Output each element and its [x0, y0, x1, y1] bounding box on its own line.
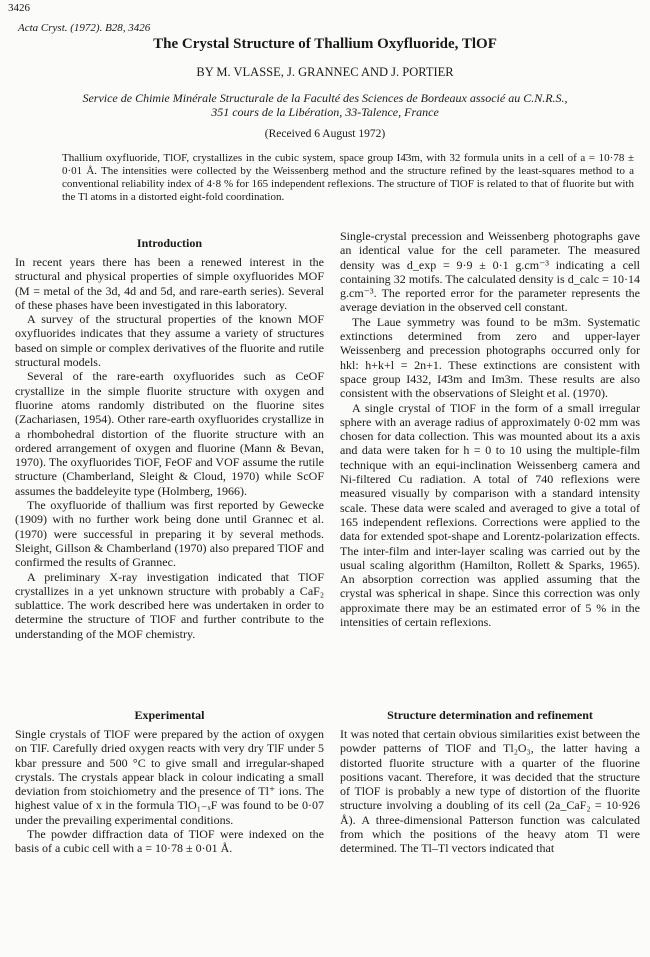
affiliation [0, 91, 650, 119]
introduction-paragraph: In recent years there has been a renewed interest in the structural and physical properties of simple oxyfluorides MOF (M = metal of the 3d, 4d and 5d, and rare-earth series). Several of these phases have been investigated in this laboratory. [15, 255, 324, 312]
introduction-body [15, 255, 324, 641]
introduction-paragraph: A preliminary X-ray investigation indicated that TlOF crystallizes in a yet unknown structure with probably a CaF₂ sublattice. The work described here was undertaken in order to determine the structure of TlOF and further contribute to the understanding of the MOF chemistry. [15, 569, 324, 641]
experimental-paragraph: Single crystals of TlOF were prepared by the action of oxygen on TlF. Carefully dried oxygen reacts with very dry TlF under 5 kbar pressure and 500 °C to give small and irregular-shaped crystals. The crystals appear black in colour indicating a small deviation from stoichiometry and the presence of Tl⁺ ions. The highest value of x in the formula TlO₁₋ₓF was found to be 0·07 under the prevailing experimental conditions. [15, 727, 324, 827]
right-column-paragraph: The Laue symmetry was found to be m3m. Systematic extinctions determined from zero and upper-layer Weissenberg and precession photographs occurred only for hkl: h+k+l = 2n+1. These extinctions are consistent with space group I432, I4̄3m and Im3m. These results are also consistent with the observations of Sleight et al. (1970). [340, 314, 640, 401]
structure-paragraph: It was noted that certain obvious similarities exist between the powder patterns of TlOF and Tl₂O₃, the latter having a distorted fluorite structure with a quarter of the fluorine positions vacant. Therefore, it was decided that the structure of TlOF is probably a new type of distortion of the fluorite structure involving a doubling of its cell (2a_CaF₂ = 10·926 Å). A three-dimensional Patterson function was calculated from which the positions of the heavy atom Tl were determined. The Tl–Tl vectors indicated that [340, 727, 640, 856]
experimental-body [15, 727, 324, 856]
experimental-heading: Experimental [134, 708, 205, 722]
structure-heading: Structure determination and refinement [387, 708, 593, 722]
right-column-paragraph: A single crystal of TlOF in the form of a small irregular sphere with an average radius of approximately 0·02 mm was chosen for data collection. This was mounted about its a axis and data were taken for h = 0 to 10 using the multiple-film technique with an equi-inclination Weissenberg camera and Ni-filtered Cu radiation. A total of 740 reflexions were measured visually by comparison with a standard intensity scale. These data were scaled and averaged to give a total of 165 independent reflexions. Corrections were applied to the data for extended spot-shape and Lorentz-polarization effects. The inter-film and inter-layer scaling was carried out by the usual scaling algorithm (Hamilton, Rollett & Sparks, 1965). An absorption correction was applied assuming that the crystal was spherical in shape. Since this correction was only approximate there may be an estimated error of 5 % in the intensities of certain reflexions. [340, 400, 640, 630]
affiliation-line-1: Service de Chimie Minérale Structurale de la Faculté des Sciences de Bordeaux associé au C.N.R.S., [82, 91, 568, 105]
page-number: 3426 [8, 2, 30, 14]
structure-body [340, 727, 640, 856]
paper-title: The Crystal Structure of Thallium Oxyfluoride, TlOF [153, 36, 497, 52]
right-column-paragraph: Single-crystal precession and Weissenberg photographs gave an identical value for the cell parameter. The measured density was d_exp = 9·9 ± 0·1 g.cm⁻³ indicating a cell containing 32 motifs. The calculated density is d_calc = 10·14 g.cm⁻³. The reported error for the parameter represents the average deviation in the observed cell constant. [340, 229, 640, 315]
experimental-paragraph: The powder diffraction data of TlOF were indexed on the basis of a cubic cell with a = 10·78 ± 0·01 Å. [15, 827, 324, 856]
received-date: (Received 6 August 1972) [264, 128, 386, 140]
abstract: Thallium oxyfluoride, TlOF, crystallizes in the cubic system, space group I4̄3m, with 32 formula units in a cell of a = 10·78 ± 0·01 Å. The intensities were collected by the Weissenberg method and the structure refined by the least-squares method to a conventional reliability index of 4·8 % for 165 independent reflexions. The structure of TlOF is related to that of fluorite but with the Tl atoms in a distorted eight-fold coordination. [62, 152, 634, 203]
introduction-paragraph: A survey of the structural properties of the known MOF oxyfluorides indicates that they assume a variety of structures based on simple or complex derivatives of the fluorite and rutile structural models. [15, 312, 324, 370]
right-column-body [340, 229, 640, 629]
journal-reference: Acta Cryst. (1972). B28, 3426 [18, 22, 151, 34]
introduction-paragraph: Several of the rare-earth oxyfluorides such as CeOF crystallize in the simple fluorite structure with oxygen and fluorine atoms randomly distributed on the fluorine sites (Zachariasen, 1954). Other rare-earth oxyfluorides crystallize in a rhombohedral distortion of the fluorite structure with an ordered arrangement of oxygen and fluorine (Mann & Bevan, 1970). The oxyfluorides TiOF, FeOF and VOF assume the rutile structure (Chamberland, Sleight & Cloud, 1970) while ScOF assumes the baddeleyite type (Holmberg, 1966). [15, 369, 324, 498]
affiliation-line-2: 351 cours de la Libération, 33-Talence, France [211, 105, 439, 119]
authors: BY M. VLASSE, J. GRANNEC AND J. PORTIER [196, 65, 454, 79]
introduction-paragraph: The oxyfluoride of thallium was first reported by Gewecke (1909) with no further work being done until Grannec et al. (1970) were successful in preparing it by several methods. Sleight, Gillson & Chamberland (1970) also prepared TlOF and confirmed the results of Grannec. [15, 498, 324, 570]
introduction-heading: Introduction [136, 236, 203, 250]
